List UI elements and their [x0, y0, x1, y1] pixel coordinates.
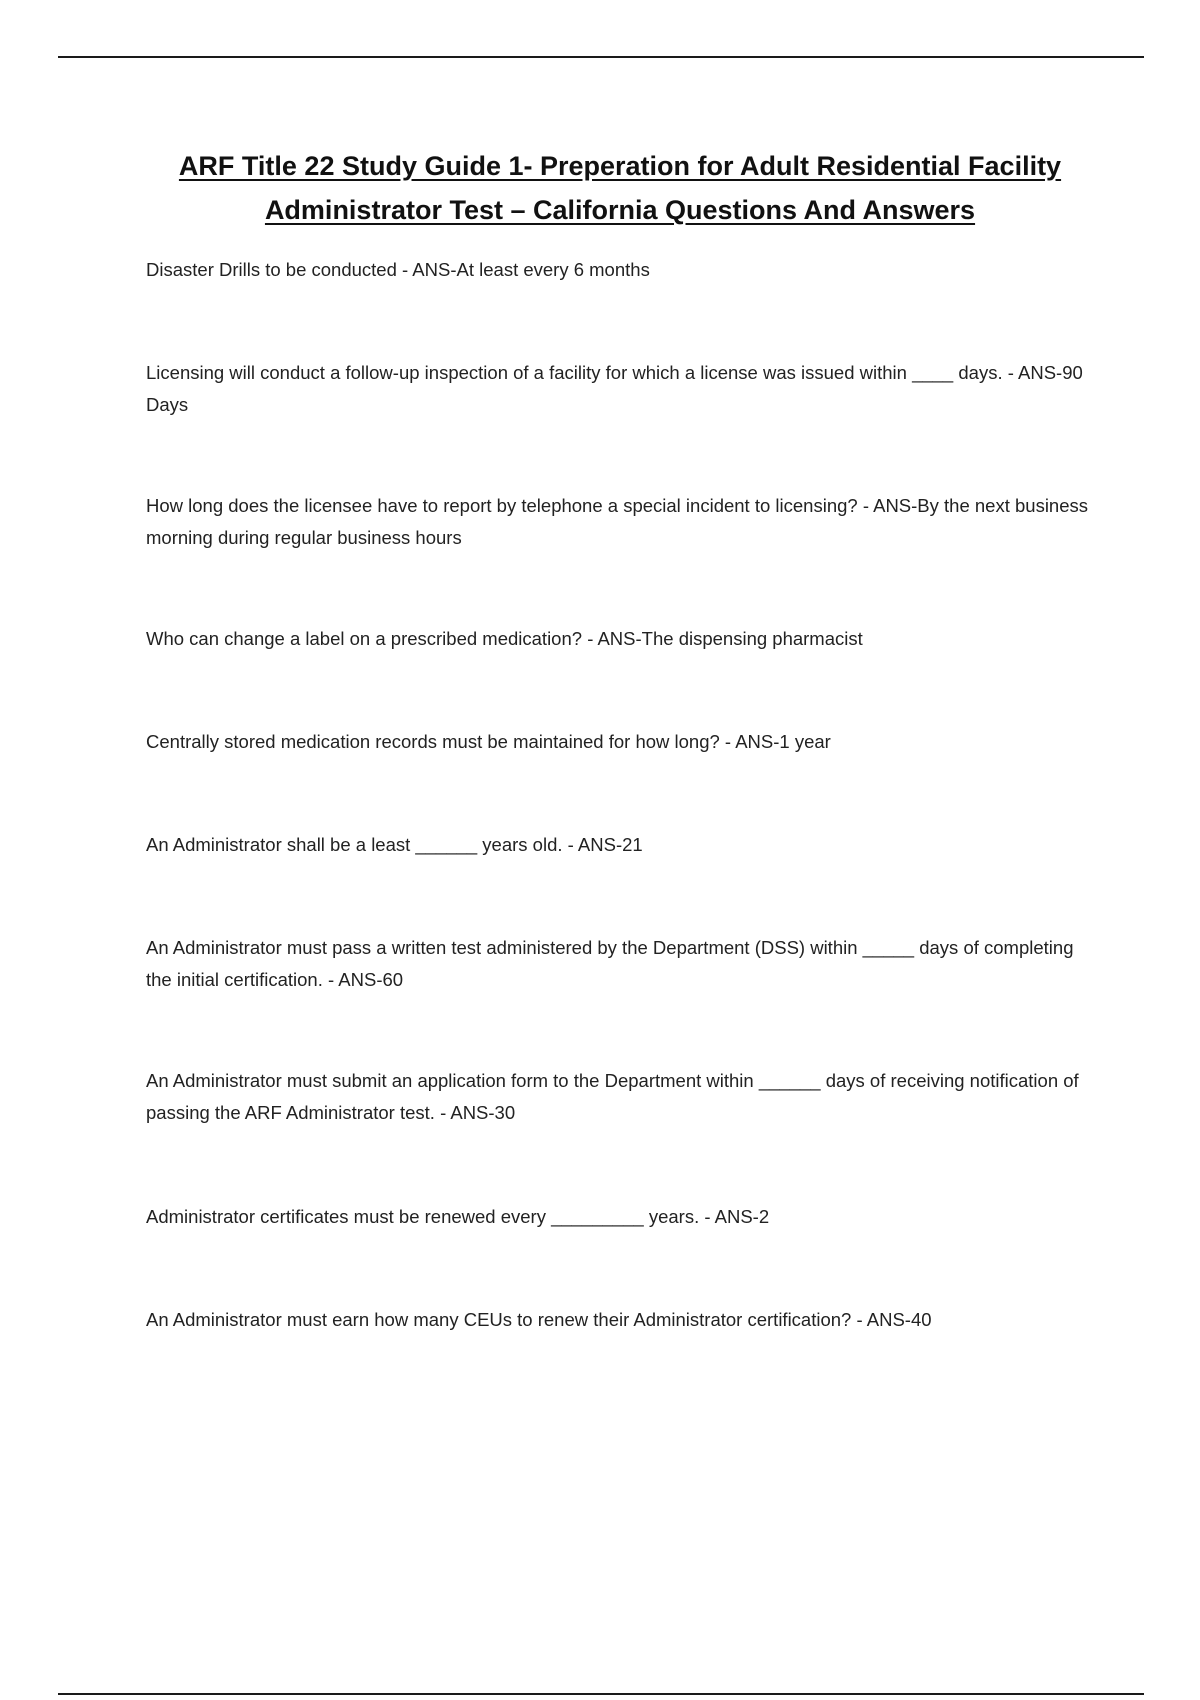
qa-item: Who can change a label on a prescribed medication? - ANS-The dispensing pharmacist: [146, 628, 863, 649]
footer-rule: [58, 1693, 1144, 1695]
qa-item: How long does the licensee have to report by telephone a special incident to licensing? - ANS-By the next business morning during regular business hours: [146, 495, 1089, 548]
qa-item: Administrator certificates must be renewed every _________ years. - ANS-2: [146, 1206, 770, 1227]
qa-item: Disaster Drills to be conducted - ANS-At least every 6 months: [146, 259, 650, 280]
header-rule: [58, 56, 1144, 58]
title-line-2: Administrator Test – California Questions And Answers: [264, 195, 976, 225]
title-line-1: ARF Title 22 Study Guide 1- Preperation for Adult Residential Facility: [178, 151, 1062, 181]
qa-item: Centrally stored medication records must be maintained for how long? - ANS-1 year: [146, 731, 831, 752]
document-title: [140, 144, 1100, 232]
qa-item: An Administrator must earn how many CEUs to renew their Administrator certification? - ANS-40: [146, 1309, 932, 1330]
qa-item: Licensing will conduct a follow-up inspection of a facility for which a license was issued within ____ days. - ANS-90 Days: [146, 362, 1083, 415]
qa-item: An Administrator must pass a written test administered by the Department (DSS) within _____ days of completing the initial certification. - ANS-60: [146, 937, 1074, 990]
qa-item: An Administrator shall be a least ______ years old. - ANS-21: [146, 834, 643, 855]
qa-item: An Administrator must submit an application form to the Department within ______ days of receiving notification of passing the ARF Administrator test. - ANS-30: [146, 1070, 1079, 1123]
